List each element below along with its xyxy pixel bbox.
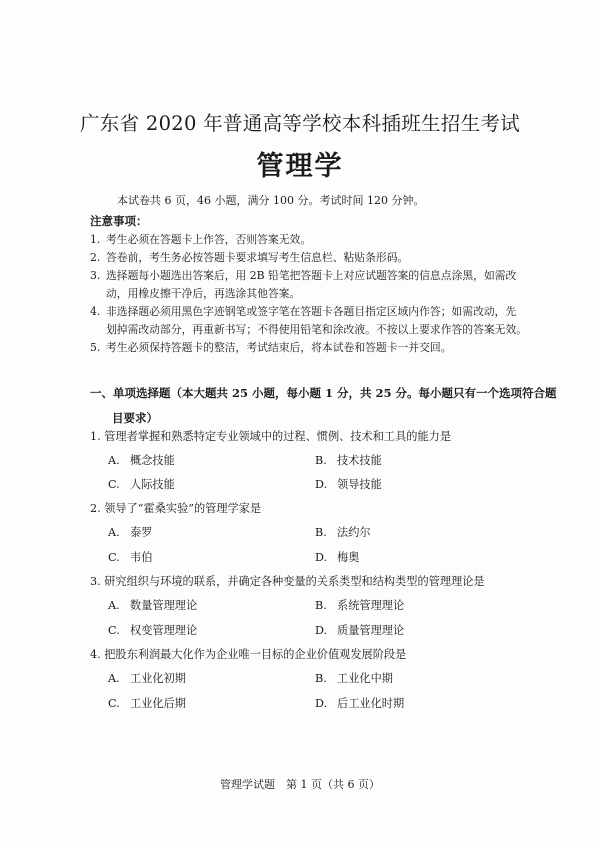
section-heading-line: 一、单项选择题（本大题共 25 小题，每小题 1 分，共 25 分。每小题只有一个选项符合题 (90, 386, 557, 400)
option-c (108, 622, 197, 638)
option-b (315, 670, 393, 686)
option-text: 韦伯 (130, 551, 153, 564)
option-label: A. (108, 454, 120, 467)
option-d (315, 476, 382, 492)
option-text: 权变管理理论 (130, 624, 198, 637)
option-d (315, 695, 404, 711)
option-text: 工业化后期 (130, 697, 186, 710)
question-stem: 2. 领导了“霍桑实验”的管理学家是 (90, 502, 262, 515)
option-label: D. (315, 697, 328, 710)
option-text: 法约尔 (337, 526, 371, 539)
question-stem: 1. 管理者掌握和熟悉特定专业领域中的过程、惯例、技术和工具的能力是 (90, 430, 452, 443)
option-a (108, 597, 197, 613)
notice-item-text: 动，用橡皮擦干净后，再选涂其他答案。 (106, 287, 301, 300)
notice-item (90, 231, 520, 249)
notice-list (90, 231, 528, 357)
option-text: 工业化中期 (337, 672, 393, 685)
option-label: D. (315, 478, 328, 491)
notice-item-number: 2. (90, 251, 101, 264)
option-label: A. (108, 526, 120, 539)
notice-item-text: 划掉需改动部分，再重新书写；不得使用铅笔和涂改液。不按以上要求作答的答案无效。 (106, 323, 528, 336)
option-a (108, 670, 186, 686)
option-text: 领导技能 (337, 478, 382, 491)
option-text: 概念技能 (130, 454, 175, 467)
section-heading-line: 目要求） (112, 411, 158, 425)
option-label: C. (108, 551, 120, 564)
notice-item-text: 考生必须保持答题卡的整洁，考试结束后，将本试卷和答题卡一并交回。 (106, 341, 452, 354)
option-label: D. (315, 551, 328, 564)
exam-title: 广东省 2020 年普通高等学校本科插班生招生考试 (79, 112, 521, 135)
option-c (108, 549, 152, 565)
option-label: C. (108, 697, 120, 710)
option-text: 技术技能 (337, 454, 382, 467)
option-text: 后工业化时期 (337, 697, 405, 710)
option-label: C. (108, 624, 120, 637)
notice-item (90, 303, 528, 339)
option-label: A. (108, 599, 120, 612)
option-label: B. (315, 526, 327, 539)
option-c (108, 476, 175, 492)
option-b (315, 524, 371, 540)
option-label: A. (108, 672, 120, 685)
notice-item-number: 4. (90, 305, 101, 318)
option-label: B. (315, 599, 327, 612)
option-text: 系统管理理论 (337, 599, 405, 612)
notice-item-number: 1. (90, 233, 101, 246)
exam-intro: 本试卷共 6 页，46 小题，满分 100 分。考试时间 120 分钟。 (117, 194, 425, 207)
notice-item-text: 答卷前，考生务必按答题卡要求填写考生信息栏、粘贴条形码。 (106, 251, 409, 264)
option-a (108, 452, 175, 468)
notice-item-number: 3. (90, 269, 101, 282)
option-label: D. (315, 624, 328, 637)
page-footer: 管理学试题 第 1 页（共 6 页） (220, 778, 380, 791)
notice-item-number: 5. (90, 341, 101, 354)
option-b (315, 597, 404, 613)
option-label: C. (108, 478, 120, 491)
option-label: B. (315, 672, 327, 685)
option-text: 梅奥 (337, 551, 360, 564)
notice-item-text: 考生必须在答题卡上作答，否则答案无效。 (106, 233, 312, 246)
notice-item (90, 249, 520, 267)
question-stem: 3. 研究组织与环境的联系，并确定各种变量的关系类型和结构类型的管理理论是 (90, 575, 485, 588)
option-label: B. (315, 454, 327, 467)
option-d (315, 622, 404, 638)
subject-title: 管理学 (256, 151, 344, 182)
option-text: 工业化初期 (130, 672, 186, 685)
option-b (315, 452, 382, 468)
section-heading (90, 381, 557, 431)
option-text: 人际技能 (130, 478, 175, 491)
option-text: 质量管理理论 (337, 624, 405, 637)
option-a (108, 524, 152, 540)
notice-heading: 注意事项： (90, 214, 148, 228)
option-text: 数量管理理论 (130, 599, 198, 612)
notice-item (90, 339, 520, 357)
option-c (108, 695, 186, 711)
notice-item-text: 非选择题必须用黑色字迹钢笔或签字笔在答题卡各题目指定区域内作答；如需改动，先 (106, 305, 517, 318)
notice-item-text: 选择题每小题选出答案后，用 2B 铅笔把答题卡上对应试题答案的信息点涂黑，如需改 (106, 269, 517, 282)
notice-item (90, 267, 520, 303)
option-text: 泰罗 (130, 526, 153, 539)
option-d (315, 549, 359, 565)
question-stem: 4. 把股东利润最大化作为企业唯一目标的企业价值观发展阶段是 (90, 648, 407, 661)
